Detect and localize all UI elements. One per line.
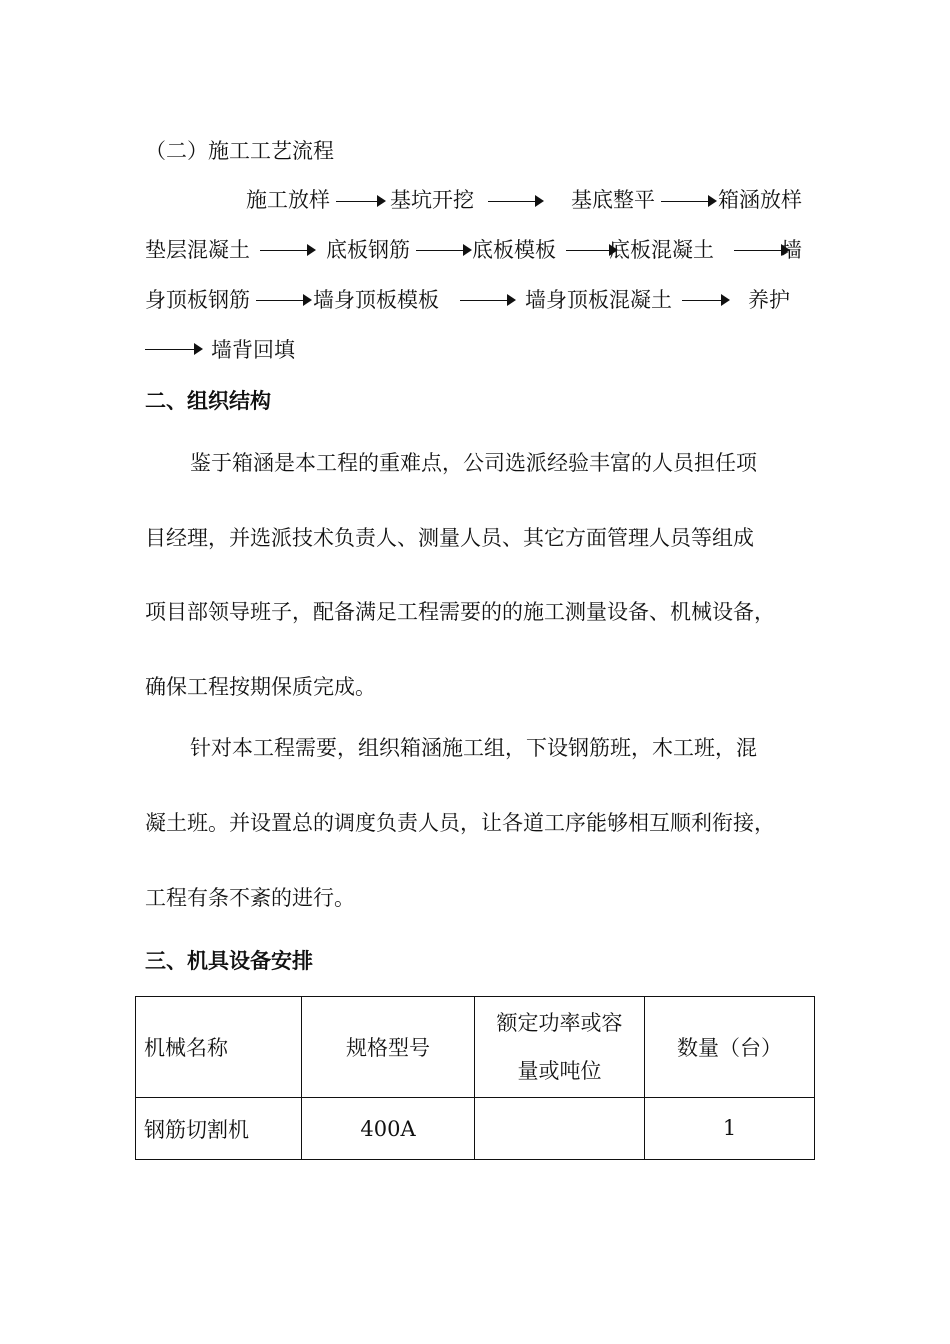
paragraph-line: 确保工程按期保质完成。 <box>145 675 376 699</box>
paragraph-line: 针对本工程需要，组织箱涵施工组，下设钢筋班，木工班，混 <box>190 736 757 760</box>
flow-step: 垫层混凝土 <box>145 238 250 262</box>
flow-step: 箱涵放样 <box>718 188 802 212</box>
header-cell-power <box>475 997 645 1098</box>
flow-step: 底板模板 <box>472 238 556 262</box>
paragraph-line: 项目部领导班子，配备满足工程需要的的施工测量设备、机械设备， <box>145 600 775 624</box>
flow-arrow-icon <box>260 244 316 256</box>
cell-name: 钢筋切割机 <box>136 1098 302 1160</box>
header-cell-qty: 数量（台） <box>645 997 815 1098</box>
table-row <box>136 1098 815 1160</box>
flow-arrow-icon <box>460 294 516 306</box>
flow-step: 身顶板钢筋 <box>145 288 250 312</box>
flow-step: 墙身顶板混凝土 <box>525 288 672 312</box>
flow-step: 施工放样 <box>246 188 330 212</box>
paragraph-line: 目经理，并选派技术负责人、测量人员、其它方面管理人员等组成 <box>145 526 754 550</box>
cell-power <box>475 1098 645 1160</box>
header-power-line2: 量或吨位 <box>517 1059 602 1083</box>
table-header-row <box>136 997 815 1098</box>
flow-step: 底板钢筋 <box>326 238 410 262</box>
flow-step: 基坑开挖 <box>390 188 474 212</box>
flow-arrow-icon <box>145 343 203 355</box>
paragraph-line: 凝土班。并设置总的调度负责人员，让各道工序能够相互顺利衔接， <box>145 811 775 835</box>
paragraph-line: 工程有条不紊的进行。 <box>145 886 355 910</box>
section-heading: 二、组织结构 <box>145 389 271 413</box>
flow-arrow-icon <box>661 195 717 207</box>
sub-section-title: （二）施工工艺流程 <box>145 139 334 163</box>
flow-step: 基底整平 <box>571 188 655 212</box>
flow-arrow-icon <box>488 195 544 207</box>
flow-step: 底板混凝土 <box>609 238 714 262</box>
equipment-table <box>135 996 815 1160</box>
flow-step: 墙背回填 <box>211 338 295 362</box>
header-power-line1: 额定功率或容 <box>496 1011 623 1035</box>
flow-arrow-icon <box>336 195 386 207</box>
flow-step: 墙身顶板模板 <box>313 288 439 312</box>
flow-arrow-icon <box>682 294 730 306</box>
header-cell-model: 规格型号 <box>302 997 475 1098</box>
paragraph-line: 鉴于箱涵是本工程的重难点，公司选派经验丰富的人员担任项 <box>190 451 757 475</box>
flow-step: 墙 <box>781 238 802 262</box>
cell-qty: 1 <box>645 1098 815 1160</box>
flow-arrow-icon <box>256 294 312 306</box>
flow-arrow-icon <box>416 244 472 256</box>
cell-model: 400A <box>302 1098 475 1160</box>
flow-step: 养护 <box>748 288 790 312</box>
header-cell-name: 机械名称 <box>136 997 302 1098</box>
section-heading: 三、机具设备安排 <box>145 949 313 973</box>
